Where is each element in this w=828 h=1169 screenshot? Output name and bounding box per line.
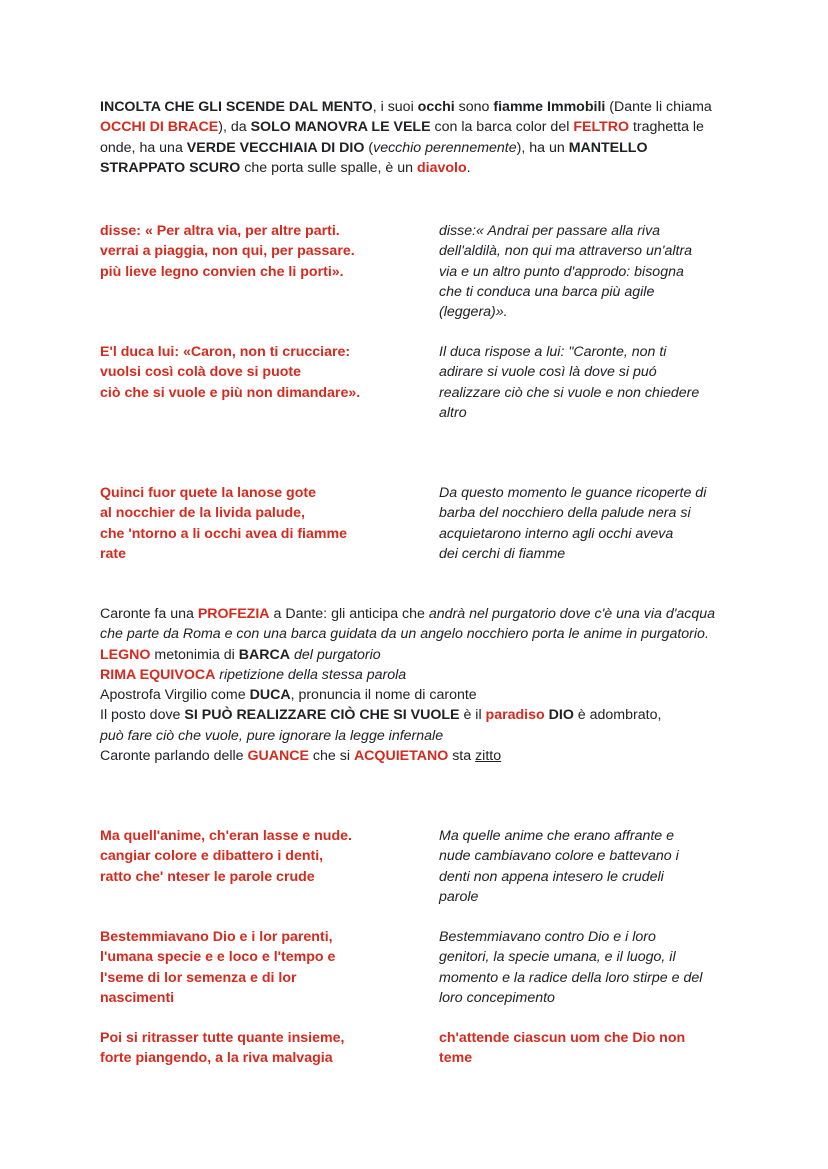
verse-line: Ma quell'anime, ch'eran lasse e nude. (100, 828, 352, 844)
paraphrase-line: denti non appena intesero le crudeli (439, 868, 664, 885)
paraphrase-line: dei cerchi di fiamme (439, 545, 566, 562)
intro-text: ), da (218, 119, 251, 136)
note-text: Apostrofa Virgilio come (100, 687, 250, 704)
note-paradiso (100, 705, 725, 725)
paraphrase-line: adirare si vuole così là dove si puó (439, 364, 657, 381)
verse-line: disse: « Per altra via, per altre parti. (100, 223, 340, 239)
intro-text: che porta sulle spalle, è un (240, 159, 417, 176)
note-infernal-law: può fare ciò che vuole, pure ignorare la legge infernale (100, 727, 444, 744)
verse-original-3 (100, 483, 400, 564)
note-keyword: LEGNO (100, 646, 151, 663)
intro-text: ), ha un (516, 139, 569, 156)
intro-text: ( (364, 139, 374, 156)
note-rima (100, 665, 725, 685)
intro-text: traghetta le onde, ha una (100, 119, 704, 156)
paraphrase-line: Il duca rispose a lui: "Caronte, non ti (439, 344, 667, 360)
note-text: ripetizione della stessa parola (215, 666, 407, 683)
verse-line: Bestemmiavano Dio e i lor parenti, (100, 929, 333, 945)
verse-original-5 (100, 927, 400, 1008)
intro-perennial: vecchio perennemente (373, 139, 517, 156)
intro-text: , i suoi (372, 99, 418, 115)
verse-line: Poi si ritrasser tutte quante insieme, (100, 1030, 345, 1046)
verse-line: più lieve legno convien che li porti». (100, 263, 344, 280)
intro-text: sono (454, 99, 494, 115)
note-keyword: SI PUÒ REALIZZARE CIÒ CHE SI VUOLE (184, 707, 460, 724)
note-text: Il posto dove (100, 707, 185, 724)
paraphrase-line: via e un altro punto d'approdo: bisogna (439, 263, 684, 280)
note-text: Caronte parlando delle (100, 748, 248, 765)
paraphrase-line: Ma quelle anime che erano affrante e (439, 828, 675, 844)
note-prophecy-detail: andrà nel purgatorio dove c'è una via d'acqua che parte da Roma e con una barca guidata da un angelo nocchiero porta le anime in purgatorio. (100, 606, 716, 643)
note-duca (100, 685, 725, 705)
note-keyword: paradiso (485, 707, 545, 724)
note-text: del purgatorio (290, 646, 381, 663)
intro-devil: diavolo (416, 159, 467, 176)
note-legno (100, 645, 725, 665)
note-text: Caronte fa una (100, 606, 198, 622)
verse-original-2 (100, 342, 400, 403)
verse-original-6 (100, 1028, 400, 1069)
intro-beard: INCOLTA CHE GLI SCENDE DAL MENTO (100, 99, 373, 115)
note-keyword: BARCA (238, 646, 290, 663)
paraphrase-line: realizzare ciò che si vuole e non chiedere (439, 384, 700, 401)
verse-line: l'umana specie e e loco e l'tempo e (100, 949, 336, 966)
paraphrase-line: disse:« Andrai per passare alla riva (439, 223, 661, 239)
verse-line: rate (100, 545, 127, 562)
verse-line: che 'ntorno a li occhi avea di fiamme (100, 525, 347, 542)
paraphrase-line: acquietarono interno agli occhi aveva (439, 525, 674, 542)
paraphrase-line (439, 282, 739, 302)
intro-text: . (466, 159, 471, 176)
note-silence (100, 746, 725, 766)
verse-original-4 (100, 826, 400, 887)
intro-felt: FELTRO (573, 119, 630, 136)
verse-line: al nocchier de la livida palude, (100, 505, 305, 522)
intro-text: (Dante li chiama (605, 99, 712, 115)
note-text: sta (448, 748, 476, 765)
note-keyword: DUCA (249, 687, 291, 704)
verse-paraphrase-2 (439, 342, 739, 423)
note-text: che si (308, 748, 354, 765)
paraphrase-line: altro (439, 404, 467, 421)
note-text: è adombrato, (573, 707, 662, 724)
verse-paraphrase-5 (439, 927, 739, 1008)
paraphrase-line: Bestemmiavano contro Dio e i loro (439, 929, 656, 945)
verse-line: ch'attende ciascun uom che Dio non (439, 1030, 686, 1046)
paraphrase-line: parole (439, 888, 479, 905)
note-keyword: ACQUIETANO (353, 748, 449, 765)
notes-block (100, 604, 725, 766)
verse-line: E'l duca lui: «Caron, non ti crucciare: (100, 344, 351, 360)
verse-line: cangiar colore e dibattero i denti, (100, 848, 324, 865)
paraphrase-line: dell'aldilà, non qui ma attraverso un'altra (439, 243, 693, 260)
note-prophecy-keyword: PROFEZIA (197, 606, 270, 622)
verse-line: ciò che si vuole e più non dimandare». (100, 384, 361, 401)
paraphrase-line: Da questo momento le guance ricoperte di (439, 485, 707, 501)
paraphrase-line: genitori, la specie umana, e il luogo, il (439, 949, 676, 966)
verse-line: Quinci fuor quete la lanose gote (100, 485, 316, 501)
paraphrase-word: ti conduca una barca più agile (465, 283, 655, 300)
note-keyword: GUANCE (247, 748, 309, 765)
verse-paraphrase-1 (439, 221, 739, 322)
verse-original-1 (100, 221, 400, 282)
intro-sails: SOLO MANOVRA LE VELE (250, 119, 431, 136)
note-underlined-word: zitto (475, 748, 502, 765)
paraphrase-line: loro concepimento (439, 989, 555, 1006)
paraphrase-line: (leggera)». (439, 304, 508, 321)
note-keyword: RIMA EQUIVOCA (100, 666, 216, 683)
verse-line: ratto che' nteser le parole crude (100, 868, 315, 885)
verse-line: nascimenti (100, 989, 175, 1006)
note-text: a Dante: gli anticipa che (269, 606, 429, 622)
verse-paraphrase-3 (439, 483, 739, 564)
verse-line: l'seme di lor semenza e di lor (100, 969, 297, 986)
paraphrase-line: barba del nocchiero della palude nera si (439, 505, 691, 522)
note-keyword: DIO (544, 707, 574, 724)
paraphrase-line: nude cambiavano colore e battevano i (439, 848, 679, 865)
verse-original-6-continued (439, 1028, 739, 1069)
intro-paragraph (100, 97, 730, 178)
verse-line: teme (439, 1050, 473, 1067)
intro-eyes: occhi (417, 99, 455, 115)
note-prophecy (100, 604, 725, 645)
intro-text: con la barca color del (430, 119, 574, 136)
note-text: è il (459, 707, 486, 724)
intro-eyes-of-embers: OCCHI DI BRACE (100, 119, 219, 136)
intro-flames: fiamme Immobili (493, 99, 606, 115)
intro-old-age: VERDE VECCHIAIA DI DIO (186, 139, 365, 156)
verse-line: verrai a piaggia, non qui, per passare. (100, 243, 355, 260)
verse-line: vuolsi così colà dove si puote (100, 364, 302, 381)
verse-paraphrase-4 (439, 826, 739, 907)
paraphrase-line: momento e la radice della loro stirpe e del (439, 969, 703, 986)
verse-line: forte piangendo, a la riva malvagia (100, 1050, 333, 1067)
paraphrase-word: che (439, 283, 466, 300)
note-text: , pronuncia il nome di caronte (290, 687, 477, 704)
intro-cloak: MANTELLO STRAPPATO SCURO (100, 139, 648, 176)
note-text: metonimia di (150, 646, 239, 663)
